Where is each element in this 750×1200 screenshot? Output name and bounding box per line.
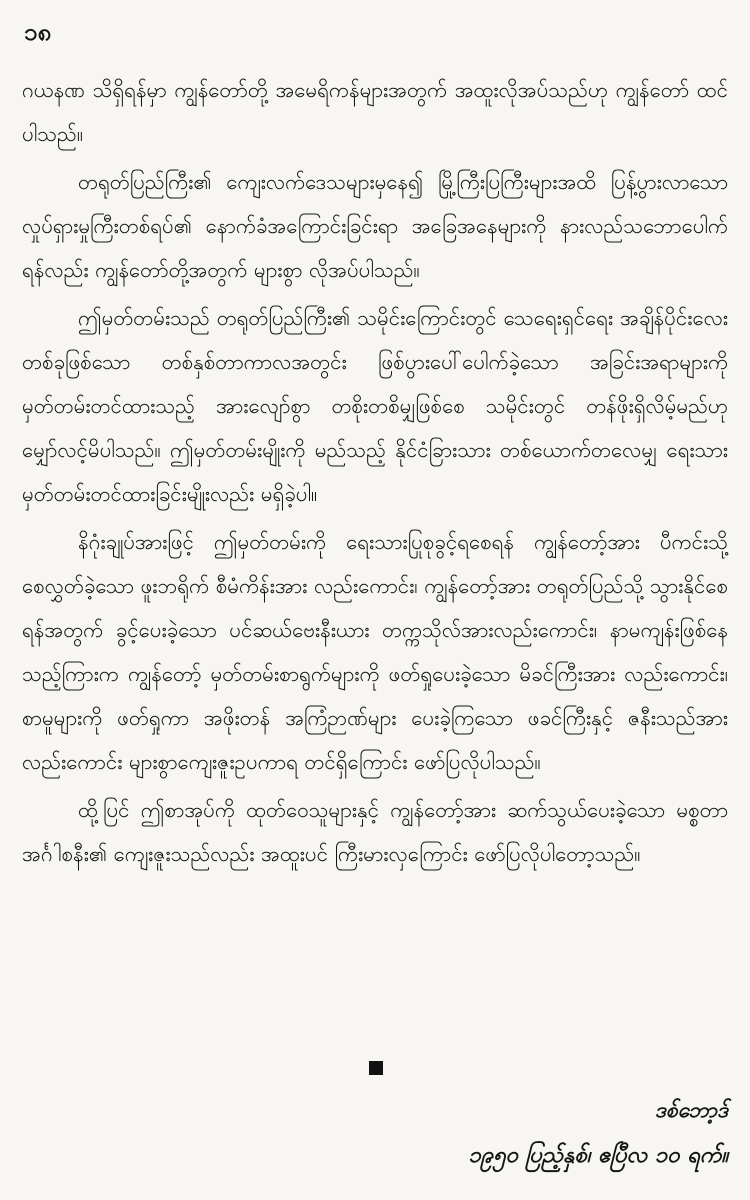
paragraph-2: တရုတ်ပြည်ကြီး၏ ကျေးလက်ဒေသများမှနေ၍ မြို့ကြီးပြကြီးများအထိ ပြန့်ပွားလာသော လှုပ်ရှားမှုကြီးတစ်ရပ်၏ နောက်ခံအကြောင်းခြင်းရာ အခြေအနေများကို နားလည်သဘောပေါက်ရန်လည်း ကျွန်တော်တို့အတွက် များစွာ လိုအပ်ပါသည်။ xyxy=(22,170,728,282)
paragraph-4: နိဂုံးချုပ်အားဖြင့် ဤမှတ်တမ်းကို ရေးသားပြုစုခွင့်ရစေရန် ကျွန်တော့်အား ပီကင်းသို့ စေလွှတ်ခဲ့သော ဖူးဘရိုက် စီမံကိန်းအား လည်းကောင်း၊ ကျွန်တော့်အား တရုတ်ပြည်သို့ သွားနိုင်စေရန်အတွက် ခွင့်ပေးခဲ့သော ပင်ဆယ်ဗေးနီးယား တက္ကသိုလ်အားလည်းကောင်း၊ နာမကျန်းဖြစ်နေသည့်ကြားက ကျွန်တော့် မှတ်တမ်းစာရွက်များကို ဖတ်ရှုပေးခဲ့သော မိခင်ကြီးအား လည်းကောင်း၊ စာမူများကို ဖတ်ရှုကာ အဖိုးတန် အကြံဉာဏ်များ ပေးခဲ့ကြသော ဖခင်ကြီးနှင့် ဇနီးသည်အားလည်းကောင်း များစွာကျေးဇူးဥပကာရ တင်ရှိကြောင်း ဖော်ပြလိုပါသည်။ xyxy=(22,530,728,774)
author-signature: ဒစ်ဘော့ဒ် xyxy=(654,1098,728,1122)
signature-block xyxy=(468,1090,728,1182)
signature-date: ၁၉၅၀ ပြည့်နှစ်၊ ဧပြီလ ၁၀ ရက်။ xyxy=(468,1143,728,1168)
page-number: ၁၈ xyxy=(24,18,52,46)
body-text xyxy=(22,68,728,880)
paragraph-1: ဂယနဏ သိရှိရန်မှာ ကျွန်တော်တို့ အမေရိကန်များအတွက် အထူးလိုအပ်သည်ဟု ကျွန်တော် ထင်ပါသည်။ xyxy=(22,78,728,146)
end-of-text-square-icon xyxy=(369,1061,383,1075)
paragraph-3: ဤမှတ်တမ်းသည် တရုတ်ပြည်ကြီး၏ သမိုင်းကြောင်းတွင် သေရေးရှင်ရေး အချိန်ပိုင်းလေးတစ်ခုဖြစ်သော တစ်နှစ်တာကာလအတွင်း ဖြစ်ပွားပေါ်ပေါက်ခဲ့သော အခြင်းအရာများကို မှတ်တမ်းတင်ထားသည့် အားလျော်စွာ တစိုးတစိမျှဖြစ်စေ သမိုင်းတွင် တန်ဖိုးရှိလိမ့်မည်ဟု မျှော်လင့်မိပါသည်။ ဤမှတ်တမ်းမျိုးကို မည်သည့် နိုင်ငံခြားသား တစ်ယောက်တလေမျှ ရေးသား မှတ်တမ်းတင်ထားခြင်းမျိုးလည်း မရှိခဲ့ပါ။ xyxy=(22,306,728,506)
paragraph-5: ထို့ပြင် ဤစာအုပ်ကို ထုတ်ဝေသူများနှင့် ကျွန်တော့်အား ဆက်သွယ်ပေးခဲ့သော မစ္စတာအင်္ဂါစနီး၏ ကျေးဇူးသည်လည်း အထူးပင် ကြီးမားလှကြောင်း ဖော်ပြလိုပါတော့သည်။ xyxy=(22,798,728,866)
